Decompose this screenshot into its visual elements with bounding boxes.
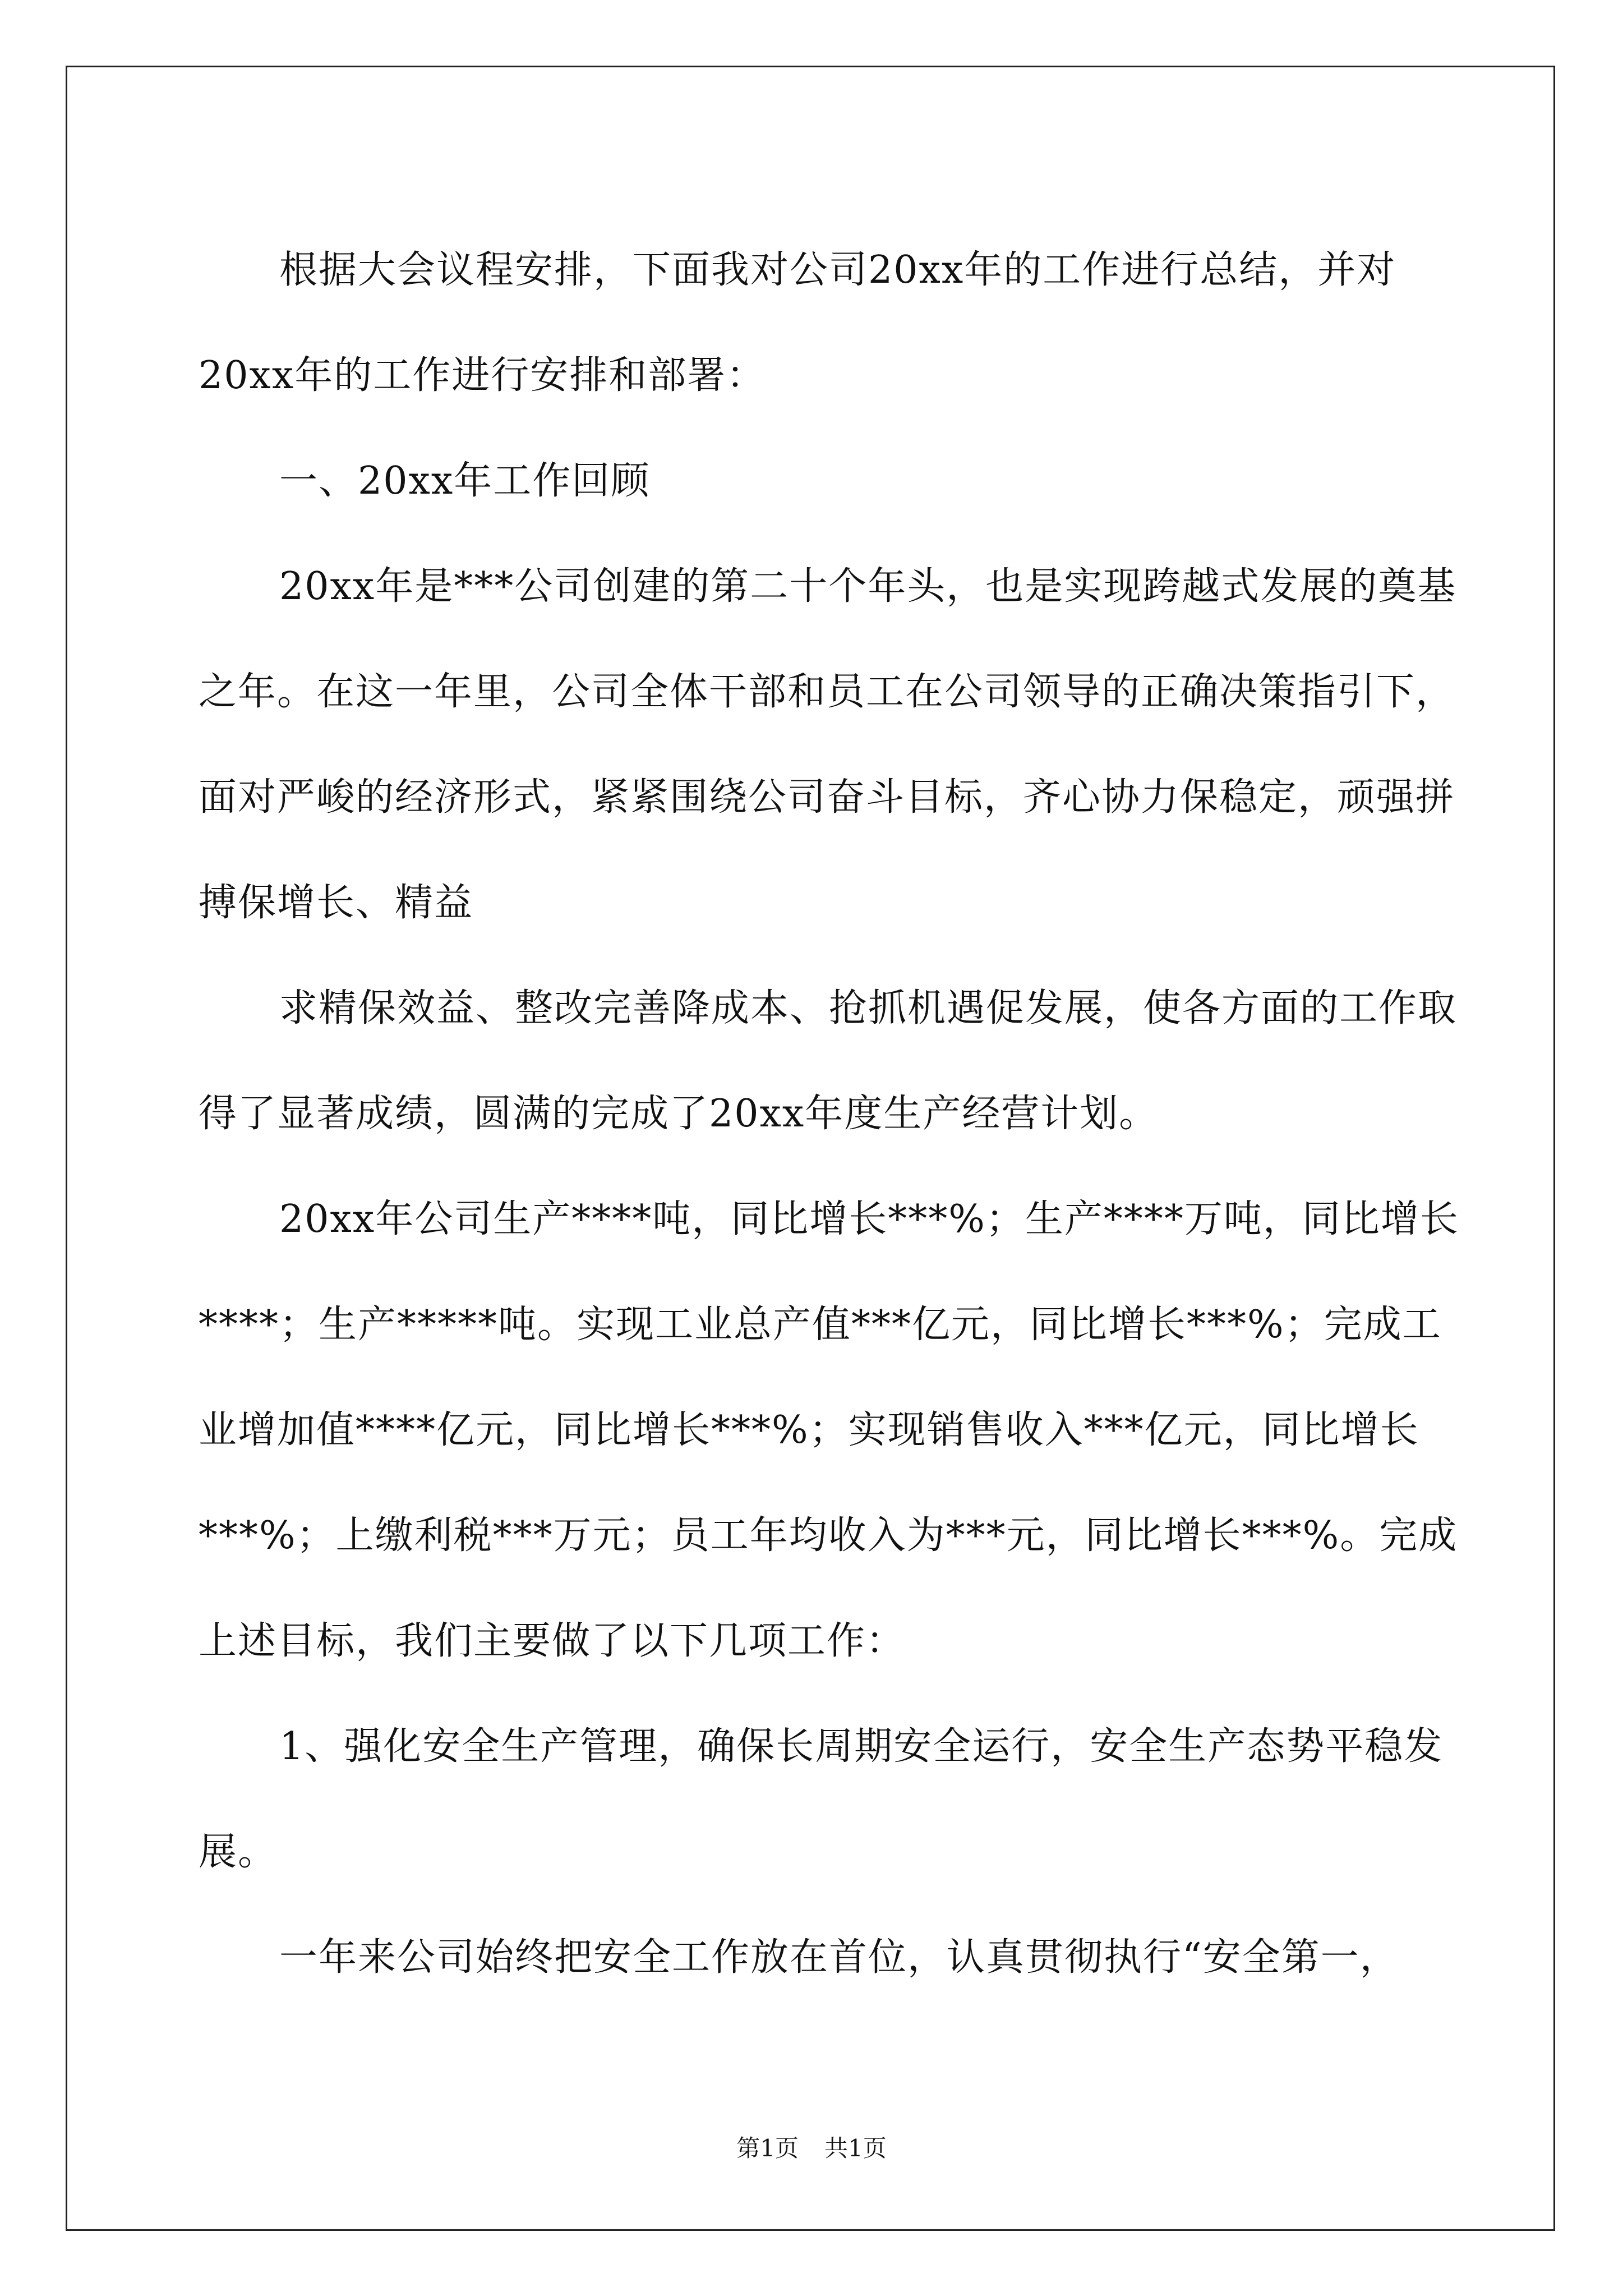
document-body <box>199 218 1472 2010</box>
section-heading: 一、20xx年工作回顾 <box>279 459 651 503</box>
paragraph-item-1: 1、强化安全生产管理，确保长周期安全运行，安全生产态势平稳发展。 <box>199 1724 1444 1874</box>
page-number-current: 第1页 <box>736 2134 799 2162</box>
page-number-total: 共1页 <box>824 2134 887 2162</box>
paragraph-intro: 根据大会议程安排，下面我对公司20xx年的工作进行总结，并对20xx年的工作进行安排和部署： <box>199 248 1396 398</box>
paragraph-figures: 20xx年公司生产****吨，同比增长***%；生产****万吨，同比增长****；生产*****吨。实现工业总产值***亿元，同比增长***%；完成工业增加值****亿元，同比增长***%；实现销售收入***亿元，同比增长***%；上缴利税***万元；员工年均收入为***元，同比增长***%。完成上述目标，我们主要做了以下几项工作： <box>199 1197 1459 1663</box>
paragraph-achievements: 求精保效益、整改完善降成本、抢抓机遇促发展，使各方面的工作取得了显著成绩，圆满的完成了20xx年度生产经营计划。 <box>199 986 1458 1136</box>
paragraph-safety: 一年来公司始终把安全工作放在首位，认真贯彻执行“安全第一， <box>279 1935 1399 1980</box>
page-footer <box>0 2132 1623 2165</box>
paragraph-overview: 20xx年是***公司创建的第二十个年头，也是实现跨越式发展的奠基之年。在这一年里，公司全体干部和员工在公司领导的正确决策指引下，面对严峻的经济形式，紧紧围绕公司奋斗目标，齐心协力保稳定，顽强拼搏保增长、精益 <box>199 564 1457 925</box>
